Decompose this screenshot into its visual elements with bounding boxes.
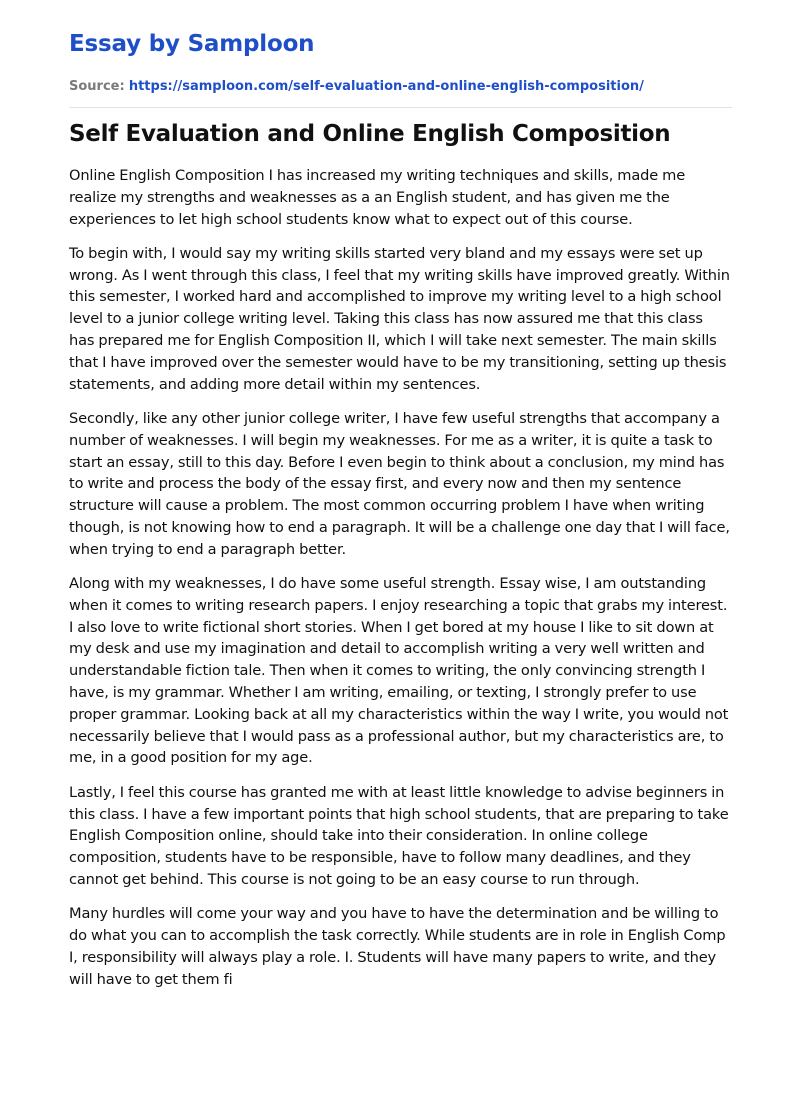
source-link[interactable]: https://samploon.com/self-evaluation-and-online-english-composition/ — [128, 79, 644, 94]
essay-paragraph: Secondly, like any other junior college writer, I have few useful strengths that accompany a number of weaknesses. I will begin my weaknesses. For me as a writer, it is quite a task to start an essay, still to this day. Before I even begin to think about a conclusion, my mind has to write and process the body of the essay first, and every now and then my sentence structure will cause a problem. The most common occurring problem I have when writing though, is not knowing how to end a paragraph. It will be a challenge one day that I will face, when trying to end a paragraph better. — [69, 409, 730, 558]
site-brand[interactable]: Essay by Samploon — [69, 31, 315, 57]
essay-title: Self Evaluation and Online English Composition — [69, 121, 671, 147]
source-line — [69, 78, 731, 96]
source-label: Source: — [69, 79, 125, 94]
essay-paragraph: Many hurdles will come your way and you have to have the determination and be willing to do what you can to accomplish the task correctly. While students are in role in English Comp I, responsibility will always play a role. I. Students will have many papers to write, and they will have to get them fi — [69, 905, 726, 988]
essay-paragraph: Online English Composition I has increased my writing techniques and skills, made me realize my strengths and weaknesses as a an English student, and has given me the experiences to let high school students know what to expect out of this course. — [69, 167, 686, 228]
header-divider — [69, 107, 732, 108]
essay-body — [69, 165, 731, 990]
essay-paragraph: Lastly, I feel this course has granted me with at least little knowledge to advise beginners in this class. I have a few important points that high school students, that are preparing to take English Composition online, should take into their consideration. In online college composition, students have to be responsible, have to follow many deadlines, and they cannot get behind. This course is not going to be an easy course to run through. — [69, 783, 729, 888]
essay-paragraph: Along with my weaknesses, I do have some useful strength. Essay wise, I am outstanding when it comes to writing research papers. I enjoy researching a topic that grabs my interest. I also love to write fictional short stories. When I get bored at my house I like to sit down at my desk and use my imagination and detail to accomplish writing a very well written and understandable fiction tale. Then when it comes to writing, the only convincing strength I have, is my grammar. Whether I am writing, emailing, or texting, I strongly prefer to use proper grammar. Looking back at all my characteristics within the way I write, you would not necessarily believe that I would pass as a professional author, but my characteristics are, to me, in a good position for my age. — [69, 575, 729, 767]
essay-paragraph: To begin with, I would say my writing skills started very bland and my essays were set up wrong. As I went through this class, I feel that my writing skills have improved greatly. Within this semester, I worked hard and accomplished to improve my writing level to a high school level to a junior college writing level. Taking this class has now assured me that this class has prepared me for English Composition II, which I will take next semester. The main skills that I have improved over the semester would have to be my transitioning, setting up thesis statements, and adding more detail within my sentences. — [69, 244, 730, 393]
